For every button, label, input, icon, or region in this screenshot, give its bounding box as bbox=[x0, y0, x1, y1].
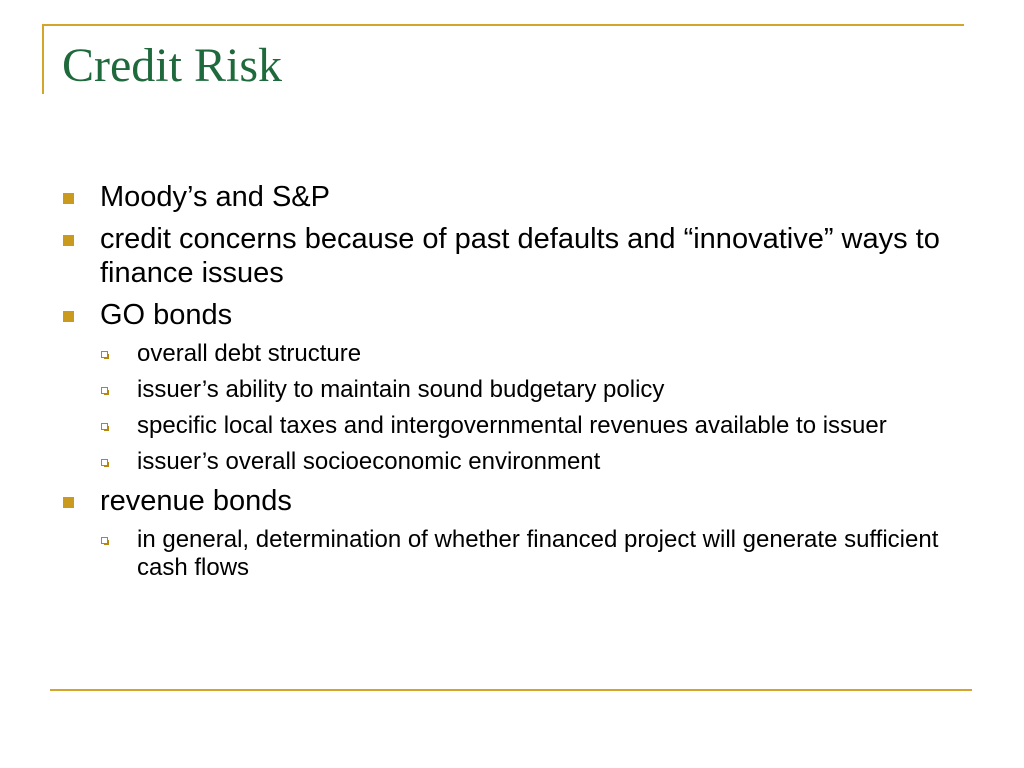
sub-bullet-text: issuer’s ability to maintain sound budgetary policy bbox=[137, 376, 665, 403]
hollow-square-bullet-icon bbox=[101, 387, 108, 394]
hollow-square-bullet-icon bbox=[101, 459, 108, 466]
square-bullet-icon bbox=[63, 235, 74, 246]
sub-bullet-text: in general, determination of whether financed project will generate sufficient cash flows bbox=[137, 526, 939, 581]
bullet-list bbox=[60, 180, 960, 590]
square-bullet-icon bbox=[63, 311, 74, 322]
bullet-text: credit concerns because of past defaults and “innovative” ways to finance issues bbox=[100, 223, 940, 289]
bullet-item bbox=[60, 298, 960, 332]
frame-left-rule bbox=[42, 24, 44, 94]
square-bullet-icon bbox=[63, 193, 74, 204]
sub-bullet-list bbox=[60, 340, 960, 476]
sub-bullet-item bbox=[60, 526, 960, 582]
bullet-text: revenue bonds bbox=[100, 485, 292, 517]
square-bullet-icon bbox=[63, 497, 74, 508]
bullet-text: GO bonds bbox=[100, 299, 233, 331]
slide-title: Credit Risk bbox=[62, 39, 283, 92]
sub-bullet-text: issuer’s overall socioeconomic environment bbox=[137, 448, 601, 475]
hollow-square-bullet-icon bbox=[101, 351, 108, 358]
hollow-square-bullet-icon bbox=[101, 423, 108, 430]
sub-bullet-list bbox=[60, 526, 960, 582]
bullet-text: Moody’s and S&P bbox=[100, 181, 330, 213]
frame-top-rule bbox=[42, 24, 964, 26]
sub-bullet-item bbox=[60, 340, 960, 368]
bullet-item bbox=[60, 222, 960, 290]
sub-bullet-item bbox=[60, 376, 960, 404]
sub-bullet-item bbox=[60, 412, 960, 440]
sub-bullet-text: specific local taxes and intergovernmental revenues available to issuer bbox=[137, 412, 887, 439]
sub-bullet-item bbox=[60, 448, 960, 476]
bullet-item bbox=[60, 180, 960, 214]
hollow-square-bullet-icon bbox=[101, 537, 108, 544]
bullet-item bbox=[60, 484, 960, 518]
sub-bullet-text: overall debt structure bbox=[137, 340, 362, 367]
frame-bottom-rule bbox=[50, 689, 972, 691]
